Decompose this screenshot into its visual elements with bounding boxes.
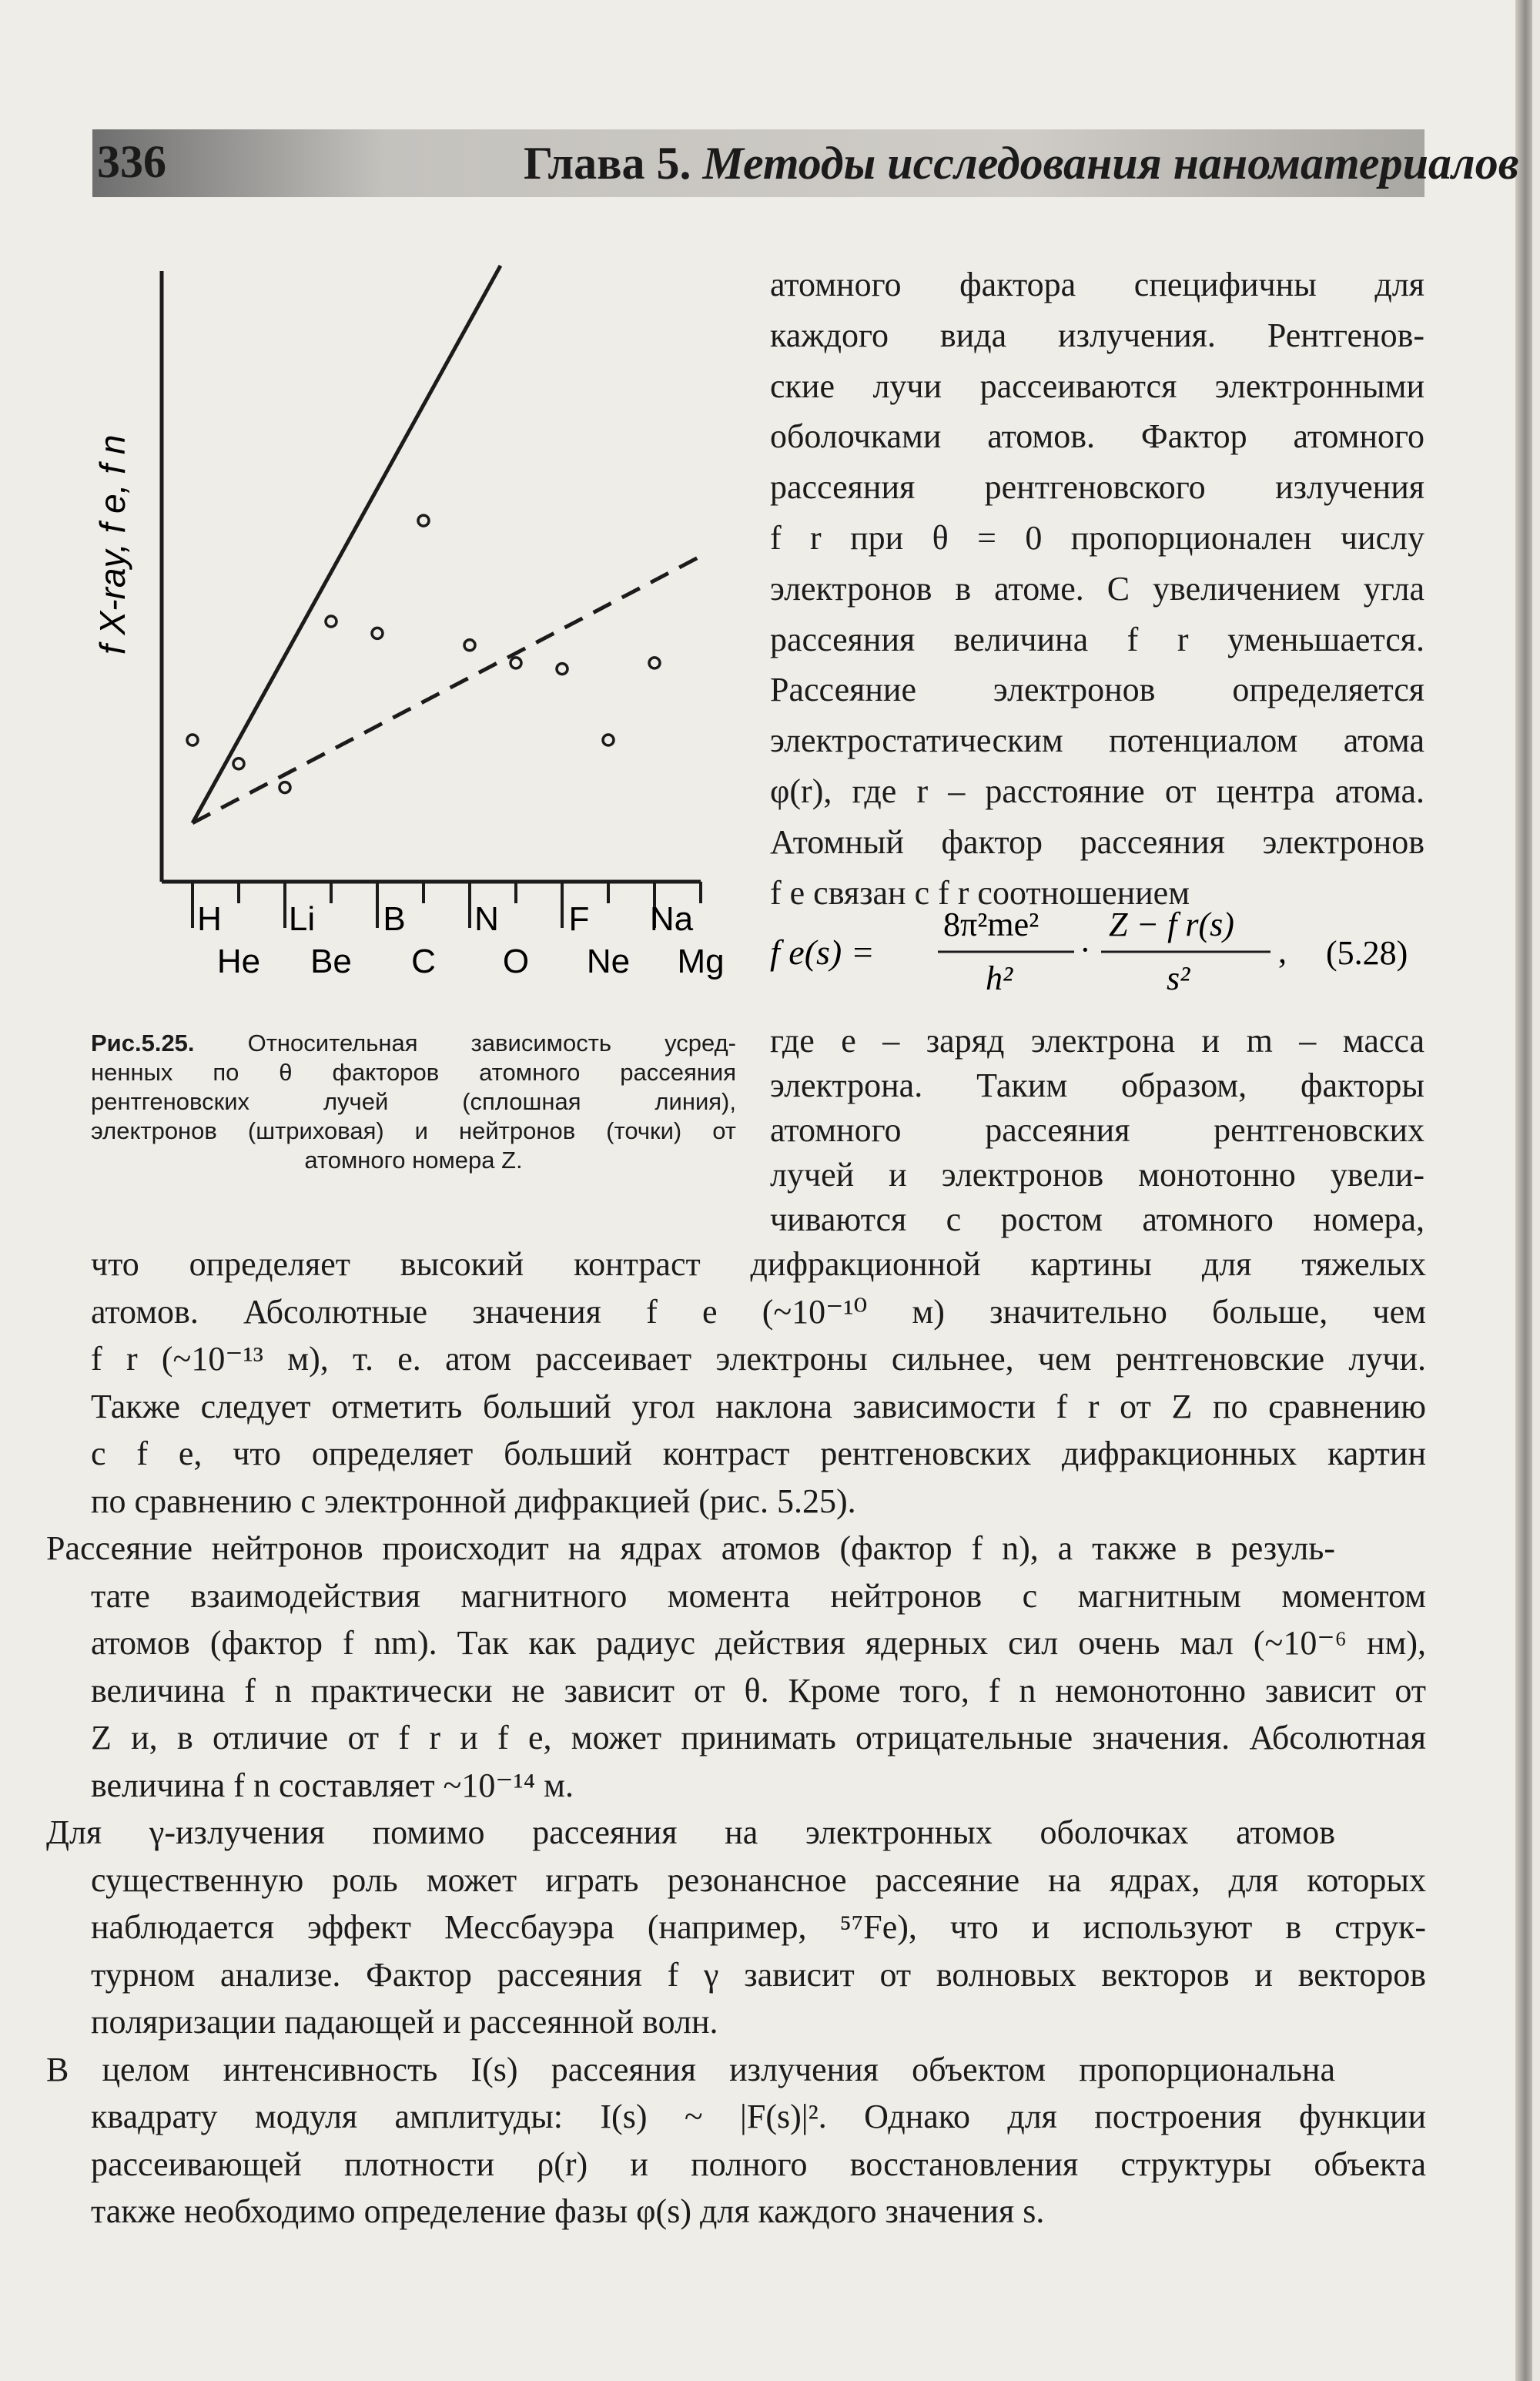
text-line: существенную роль может играть резонансное рассеяние на ядрах, для которых xyxy=(91,1860,1426,1899)
data-point xyxy=(187,735,198,745)
text-line: рассеивающей плотности ρ(r) и полного восстановления структуры объекта xyxy=(91,2145,1426,2183)
text-line: электростатическим потенциалом атома xyxy=(770,722,1424,760)
formula-den1: h² xyxy=(986,959,1013,997)
formula-lhs: f e(s) = xyxy=(770,933,875,972)
formula-den2: s² xyxy=(1167,959,1190,997)
data-point xyxy=(511,658,521,668)
chapter-title xyxy=(524,137,1519,190)
text-line: с f e, что определяет больший контраст рентгеновских дифракционных картин xyxy=(91,1435,1426,1472)
tick-label: Be xyxy=(310,943,352,980)
text-line: f r (~10⁻¹³ м), т. е. атом рассеивает электроны сильнее, чем рентгеновские лучи. xyxy=(91,1340,1426,1378)
text-line: по сравнению с электронной дифракцией (рис. 5.25). xyxy=(91,1482,856,1520)
tick-label: H xyxy=(197,900,222,938)
caption-line: атомного номера Z. xyxy=(304,1147,523,1174)
text-line: Также следует отметить больший угол наклона зависимости f r от Z по сравнению xyxy=(91,1387,1426,1425)
text-line: атомного фактора специфичны для xyxy=(770,266,1424,303)
text-line: Z и, в отличие от f r и f e, может принимать отрицательные значения. Абсолютная xyxy=(91,1719,1426,1756)
text-line: В целом интенсивность I(s) рассеяния излучения объектом пропорциональна xyxy=(46,2050,1335,2088)
tick-label: Na xyxy=(649,900,694,938)
text-line: f e связан с f r соотношением xyxy=(770,873,1190,912)
text-line: электрона. Таким образом, факторы xyxy=(770,1067,1424,1104)
caption-line-text: Относительная зависимость усред- xyxy=(247,1030,736,1057)
caption-line xyxy=(91,1029,736,1058)
data-point xyxy=(649,658,660,668)
text-line: где e – заряд электрона и m – масса xyxy=(770,1022,1424,1060)
text-line: тате взаимодействия магнитного момента нейтронов с магнитным моментом xyxy=(91,1576,1426,1615)
text-line: квадрату модуля амплитуды: I(s) ~ |F(s)|². Однако для построения функции xyxy=(91,2098,1426,2135)
caption-line: ненных по θ факторов атомного рассеяния xyxy=(91,1059,736,1086)
dashed-line-electrons xyxy=(192,556,701,823)
text-line: величина f n составляет ~10⁻¹⁴ м. xyxy=(91,1766,574,1804)
text-line: также необходимо определение фазы φ(s) для каждого значения s. xyxy=(91,2192,1045,2230)
text-line: электронов в атоме. С увеличением угла xyxy=(770,569,1424,608)
text-line: атомного рассеяния рентгеновских xyxy=(770,1111,1424,1149)
text-line: наблюдается эффект Мессбауэра (например, ⁵⁷Fe), что и используют в струк- xyxy=(91,1908,1426,1946)
tick-label: N xyxy=(474,900,499,938)
text-line: Атомный фактор рассеяния электронов xyxy=(770,822,1424,861)
text-line: оболочками атомов. Фактор атомного xyxy=(770,417,1424,456)
running-header xyxy=(92,129,1519,197)
formula-dot: · xyxy=(1080,931,1091,969)
tick-label: C xyxy=(411,943,436,980)
text-line: что определяет высокий контраст дифракционной картины для тяжелых xyxy=(91,1245,1426,1283)
tick-label: Li xyxy=(288,900,316,938)
chapter-name: Методы исследования наноматериалов xyxy=(702,138,1519,189)
text-line: рассеяния величина f r уменьшается. xyxy=(770,620,1424,658)
chart-plot xyxy=(187,266,701,823)
data-point xyxy=(603,735,614,745)
text-line: лучей и электронов монотонно увели- xyxy=(770,1156,1424,1194)
formula-num1: 8π²me² xyxy=(943,906,1040,943)
data-point xyxy=(326,616,336,627)
formula-num2: Z − f r(s) xyxy=(1109,906,1234,943)
text-line: турном анализе. Фактор рассеяния f γ зависит от волновых векторов и векторов xyxy=(91,1955,1426,1994)
formula-5-28 xyxy=(770,893,1432,1001)
chapter-label: Глава 5. xyxy=(524,138,691,189)
caption-line: электронов (штриховая) и нейтронов (точки) от xyxy=(91,1117,736,1144)
figure-chart xyxy=(77,262,770,1001)
data-point xyxy=(280,782,290,793)
caption-line: рентгеновских лучей (сплошная линия), xyxy=(91,1088,736,1115)
data-point xyxy=(557,664,567,675)
text-line: величина f n практически не зависит от θ. Кроме того, f n немонотонно зависит от xyxy=(91,1671,1426,1710)
text-line: f r при θ = 0 пропорционален числу xyxy=(770,519,1424,557)
data-point xyxy=(418,515,429,526)
text-line: атомов (фактор f nm). Так как радиус действия ядерных сил очень мал (~10⁻⁶ нм), xyxy=(91,1624,1426,1662)
text-line: чиваются с ростом атомного номера, xyxy=(770,1201,1424,1238)
data-point xyxy=(464,640,475,651)
text-line: Рассеяние нейтронов происходит на ядрах атомов (фактор f n), а также в резуль- xyxy=(46,1529,1335,1567)
formula-tail: , xyxy=(1278,933,1287,970)
tick-label: O xyxy=(502,943,530,980)
tick-label: Mg xyxy=(677,943,725,980)
data-point xyxy=(233,759,244,769)
chart-axes xyxy=(162,271,701,928)
y-axis-label: f X-ray, f e, f n xyxy=(92,434,132,655)
page-number: 336 xyxy=(97,136,166,187)
tick-label: Ne xyxy=(586,943,631,980)
caption-label: Рис.5.25. xyxy=(91,1030,195,1057)
figure-caption xyxy=(91,1029,736,1175)
tick-label: F xyxy=(568,900,590,938)
text-line: Для γ-излучения помимо рассеяния на электронных оболочках атомов xyxy=(46,1813,1335,1851)
text-line: φ(r), где r – расстояние от центра атома. xyxy=(770,772,1424,810)
chart-labels xyxy=(92,435,725,980)
text-line: каждого вида излучения. Рентгенов- xyxy=(770,316,1424,354)
text-line: атомов. Абсолютные значения f e (~10⁻¹⁰ м) значительно больше, чем xyxy=(91,1292,1426,1331)
data-point xyxy=(372,628,383,638)
solid-line-xray xyxy=(192,266,500,823)
text-line: поляризации падающей и рассеянной волн. xyxy=(91,2003,718,2041)
text-line: Рассеяние электронов определяется xyxy=(770,671,1424,709)
equation-number: (5.28) xyxy=(1326,934,1408,972)
page-edge xyxy=(1515,0,1532,2381)
tick-label: B xyxy=(383,900,406,938)
tick-label: He xyxy=(216,943,261,980)
text-line: рассеяния рентгеновского излучения xyxy=(770,468,1424,507)
text-line: ские лучи рассеиваются электронными xyxy=(770,367,1424,405)
